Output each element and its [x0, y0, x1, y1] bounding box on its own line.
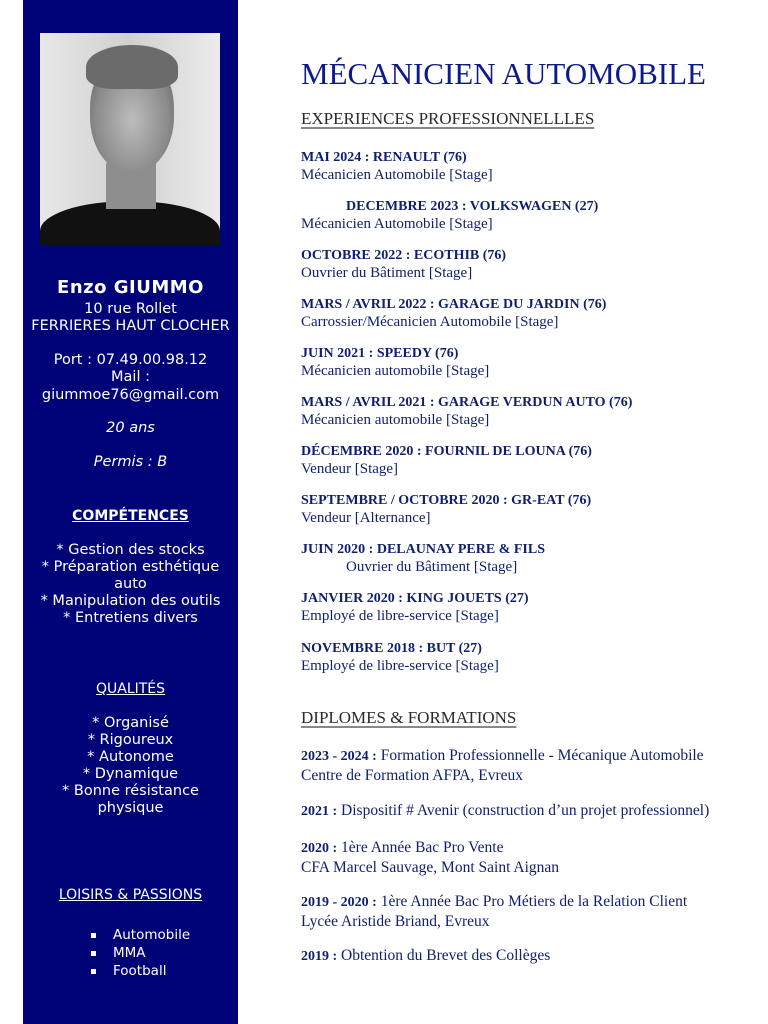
diploma-entry [301, 893, 761, 931]
diploma-school: CFA Marcel Sauvage, Mont Saint Aignan [301, 858, 560, 876]
experience-header: OCTOBRE 2022 : ECOTHIB (76) [301, 248, 507, 263]
diploma-text: 1ère Année Bac Pro Vente [341, 839, 504, 856]
diploma-school: Centre de Formation AFPA, Evreux [301, 766, 524, 784]
profile-photo [40, 33, 220, 245]
experience-role: Mécanicien automobile [Stage] [301, 411, 490, 428]
quality-item: * Autonome [87, 749, 174, 765]
experience-entry [301, 590, 761, 625]
diploma-text: 1ère Année Bac Pro Métiers de la Relation Client [380, 893, 688, 910]
experience-entry [301, 640, 761, 675]
experience-entry [301, 247, 761, 282]
experience-role: Vendeur [Stage] [301, 460, 399, 477]
driving-permit: Permis : B [93, 454, 168, 470]
list-item [91, 962, 190, 980]
diploma-entry [301, 747, 761, 785]
experience-header: MAI 2024 : RENAULT (76) [301, 150, 467, 165]
experience-header: JUIN 2020 : DELAUNAY PERE & FILS [301, 542, 545, 557]
diploma-text: Dispositif # Avenir (construction d’un projet professionnel) [341, 802, 710, 819]
quality-item: * Organisé [92, 715, 169, 731]
page-title: MÉCANICIEN AUTOMOBILE [301, 56, 706, 91]
experience-header: MARS / AVRIL 2021 : GARAGE VERDUN AUTO (76) [301, 395, 633, 410]
skill-item: * Gestion des stocks [56, 542, 205, 558]
list-item [91, 944, 190, 962]
diploma-text: Obtention du Brevet des Collèges [341, 947, 551, 964]
experience-heading: EXPERIENCES PROFESSIONNELLLES [301, 109, 595, 128]
experience-header: SEPTEMBRE / OCTOBRE 2020 : GR-EAT (76) [301, 493, 592, 508]
bullet-icon [91, 951, 96, 956]
diploma-year: 2021 : [301, 804, 338, 819]
experience-header: DÉCEMBRE 2020 : FOURNIL DE LOUNA (76) [301, 444, 592, 459]
email[interactable]: giummoe76@gmail.com [41, 387, 220, 403]
diploma-entry [301, 802, 761, 822]
experience-header: NOVEMBRE 2018 : BUT (27) [301, 641, 482, 656]
experience-role: Mécanicien Automobile [Stage] [301, 166, 493, 183]
hobbies-heading: LOISIRS & PASSIONS [58, 887, 203, 903]
experience-entry [301, 296, 761, 331]
list-item [91, 926, 190, 944]
quality-item: * Bonne résistance [62, 783, 199, 799]
quality-item: * Dynamique [82, 766, 179, 782]
experience-role: Mécanicien automobile [Stage] [301, 362, 490, 379]
experience-header: DECEMBRE 2023 : VOLKSWAGEN (27) [346, 199, 599, 214]
experience-header: JUIN 2021 : SPEEDY (76) [301, 346, 459, 361]
diploma-year: 2020 : [301, 841, 338, 856]
experience-role: Ouvrier du Bâtiment [Stage] [346, 558, 518, 575]
diploma-entry [301, 947, 761, 967]
experience-entry [301, 198, 761, 233]
experience-entry [301, 149, 761, 184]
bullet-icon [91, 969, 96, 974]
experience-role: Vendeur [Alternance] [301, 509, 431, 526]
experience-role: Employé de libre-service [Stage] [301, 657, 499, 674]
diploma-heading: DIPLOMES & FORMATIONS [301, 708, 517, 727]
qualities-heading: QUALITÉS [95, 681, 166, 697]
address-line-1: 10 rue Rollet [84, 301, 177, 317]
phone: Port : 07.49.00.98.12 [53, 352, 208, 368]
hobby-label: MMA [113, 945, 146, 961]
diploma-year: 2023 - 2024 : [301, 749, 377, 764]
experience-role: Employé de libre-service [Stage] [301, 607, 499, 624]
skill-item: * Manipulation des outils [40, 593, 221, 609]
experience-role: Mécanicien Automobile [Stage] [301, 215, 493, 232]
hobby-label: Football [113, 963, 167, 979]
experience-entry [301, 492, 761, 527]
skill-item: * Entretiens divers [63, 610, 198, 626]
diploma-school: Lycée Aristide Briand, Evreux [301, 912, 490, 930]
quality-item: physique [97, 800, 164, 816]
diploma-text: Formation Professionnelle - Mécanique Automobile [380, 747, 704, 764]
experience-entry [301, 443, 761, 478]
mail-label: Mail : [111, 369, 150, 385]
experience-entry [301, 541, 761, 576]
skills-heading: COMPÉTENCES [72, 508, 189, 524]
diploma-year: 2019 - 2020 : [301, 895, 377, 910]
skill-item: * Préparation esthétique [41, 559, 220, 575]
experience-entry [301, 394, 761, 429]
hobby-label: Automobile [113, 927, 191, 943]
candidate-name: Enzo GIUMMO [57, 277, 204, 298]
experience-header: JANVIER 2020 : KING JOUETS (27) [301, 591, 529, 606]
experience-entry [301, 345, 761, 380]
experience-header: MARS / AVRIL 2022 : GARAGE DU JARDIN (76) [301, 297, 607, 312]
diploma-entry [301, 839, 761, 877]
diploma-year: 2019 : [301, 949, 338, 964]
skill-item: auto [114, 576, 147, 592]
hobbies-list [91, 926, 190, 980]
experience-role: Carrossier/Mécanicien Automobile [Stage] [301, 313, 559, 330]
experience-role: Ouvrier du Bâtiment [Stage] [301, 264, 473, 281]
bullet-icon [91, 933, 96, 938]
sidebar [23, 0, 238, 1024]
address-line-2: FERRIERES HAUT CLOCHER [31, 318, 230, 334]
age: 20 ans [106, 420, 155, 436]
quality-item: * Rigoureux [87, 732, 174, 748]
